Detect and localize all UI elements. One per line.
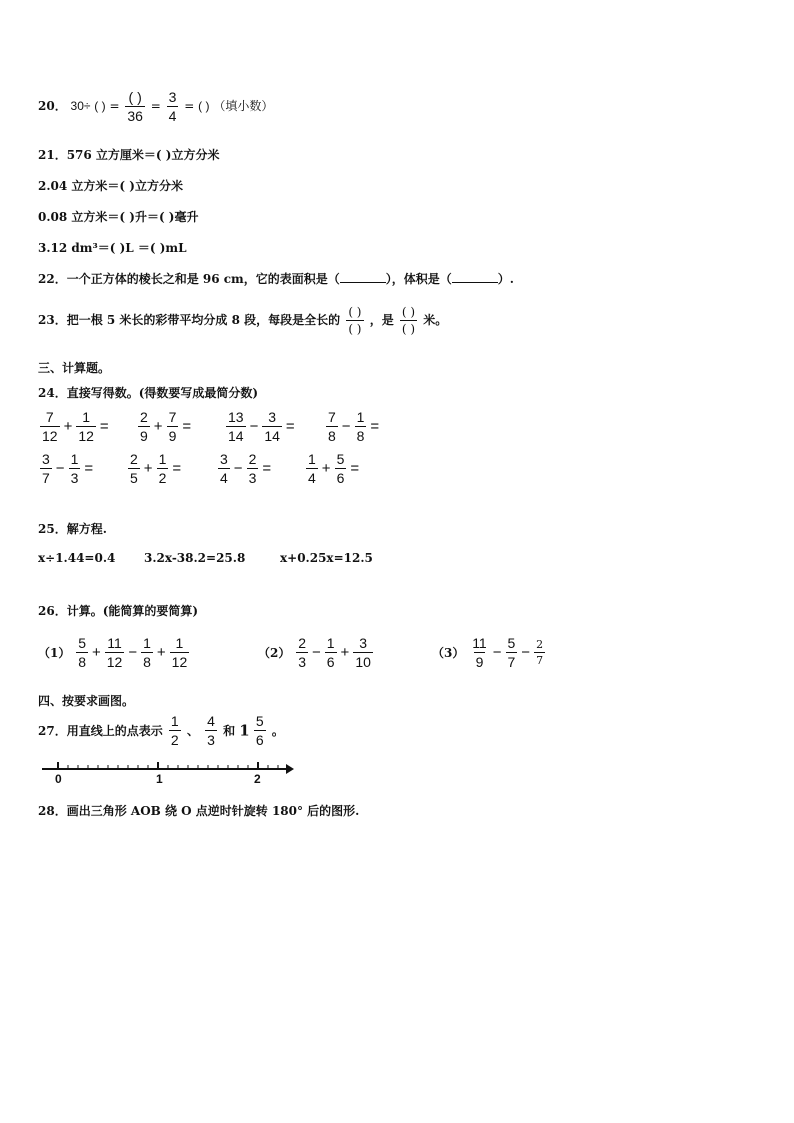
q24-expression-2-2 xyxy=(126,452,183,485)
q24-frac-a-numerator: 1 xyxy=(308,451,316,467)
q24-frac-a-denominator: 9 xyxy=(140,428,148,444)
q24-frac-b-denominator: 9 xyxy=(168,428,177,444)
equals-sign: = xyxy=(350,460,360,477)
q21-line-1: 21．576 立方厘米＝( )立方分米 xyxy=(38,148,220,162)
q24-frac-b xyxy=(76,410,96,443)
q20-f2-denominator: 4 xyxy=(168,108,177,124)
minus-sign: − xyxy=(521,644,531,661)
q24-expression-1-2 xyxy=(136,410,193,443)
q23-text-a: 23．把一根 5 米长的彩带平均分成 8 段，每段是全长的 xyxy=(38,313,341,327)
q24-frac-a-denominator: 7 xyxy=(42,470,50,486)
q24-frac-a-denominator: 8 xyxy=(328,428,336,444)
q20-f1-numerator: ( ) xyxy=(128,89,142,105)
number-line-label-1: 1 xyxy=(156,772,163,786)
q23-f1-numerator: ( ) xyxy=(348,305,362,319)
q24-frac-b-denominator: 12 xyxy=(78,428,94,444)
q24-frac-a xyxy=(326,410,338,443)
q21-line-4: 3.12 dm³＝( )L ＝( )mL xyxy=(38,241,187,255)
question-20 xyxy=(38,90,273,123)
plus-sign: + xyxy=(91,644,101,661)
q24-frac-b xyxy=(157,452,169,485)
q24-frac-b-numerator: 5 xyxy=(336,451,345,467)
q26-2-frac-a: $\frac{2}{3}$ xyxy=(298,635,306,670)
q27-end: 。 xyxy=(271,724,284,738)
q24-expression-1-4 xyxy=(324,410,381,443)
q24-frac-b-denominator: 8 xyxy=(356,428,365,444)
q26-2-frac-c: $\frac{3}{10}$ xyxy=(355,635,371,670)
q24-frac-a xyxy=(218,452,230,485)
minus-sign: − xyxy=(128,644,138,661)
q26-2-frac-b: $\frac{1}{6}$ xyxy=(326,635,335,670)
q20-fraction-1 xyxy=(125,90,145,123)
q24-expression-1-3 xyxy=(224,410,297,443)
q26-label-1: （1） xyxy=(38,646,71,660)
q20-blank: ( ) xyxy=(94,99,106,113)
number-line-label-2: 2 xyxy=(254,772,261,786)
question-28: 28．画出三角形 AOB 绕 O 点逆时针旋转 180° 后的图形. xyxy=(38,804,360,818)
q23-fraction-2 xyxy=(400,306,417,335)
q24-expression-2-3 xyxy=(216,452,273,485)
q24-frac-a-numerator: 3 xyxy=(42,451,50,467)
q26-3-frac-a: $\frac{11}{9}$ xyxy=(472,635,487,670)
q24-frac-b-numerator: 2 xyxy=(248,451,257,467)
equals-sign: = xyxy=(262,460,272,477)
q20-hint: （填小数） xyxy=(213,99,274,113)
plus-sign: + xyxy=(153,418,163,435)
plus-sign: + xyxy=(321,460,331,477)
q24-frac-a xyxy=(40,410,60,443)
q20-fraction-2 xyxy=(167,90,179,123)
q24-frac-b-numerator: 3 xyxy=(268,409,277,425)
number-line-arrow-icon xyxy=(286,764,294,774)
plus-sign: + xyxy=(340,644,350,661)
q20-equals-3: = xyxy=(184,99,195,113)
q24-frac-b xyxy=(262,410,282,443)
q27-fraction-1: $\frac{1}{2}$ xyxy=(170,713,179,748)
q20-number: 20． xyxy=(38,99,67,113)
q27-text: 27．用直线上的点表示 xyxy=(38,724,163,738)
q24-frac-b xyxy=(167,410,179,443)
number-line-svg xyxy=(40,758,300,788)
q26-1-frac-d: $\frac{1}{12}$ xyxy=(171,635,188,670)
q26-label-3: （3） xyxy=(432,646,465,660)
q22-blank-2 xyxy=(452,272,498,283)
minus-sign: − xyxy=(341,418,351,435)
q26-3-frac-b: $\frac{5}{7}$ xyxy=(507,635,516,670)
q26-1-frac-c: $\frac{1}{8}$ xyxy=(143,635,151,670)
q24-frac-a xyxy=(40,452,52,485)
question-22 xyxy=(38,270,514,287)
q24-frac-b xyxy=(355,410,367,443)
q24-frac-a-numerator: 7 xyxy=(328,409,336,425)
q24-frac-b-denominator: 3 xyxy=(70,470,79,486)
q24-frac-b xyxy=(335,452,347,485)
plus-sign: + xyxy=(143,460,153,477)
q20-f2-numerator: 3 xyxy=(168,89,177,105)
equals-sign: = xyxy=(285,418,295,435)
section-3-heading: 三、计算题。 xyxy=(38,361,111,375)
q27-and: 和 xyxy=(223,724,236,738)
q24-frac-b-numerator: 1 xyxy=(82,409,91,425)
minus-sign: − xyxy=(233,460,243,477)
q24-frac-b-numerator: 1 xyxy=(70,451,79,467)
q24-frac-b-numerator: 7 xyxy=(168,409,177,425)
q25-equation-1: x÷1.44=0.4 xyxy=(38,551,116,565)
question-23 xyxy=(38,306,447,335)
q24-frac-a-numerator: 7 xyxy=(45,409,54,425)
q22-text-a: 22．一个正方体的棱长之和是 96 cm，它的表面积是（ xyxy=(38,272,340,286)
q26-expression-2 xyxy=(258,636,375,669)
q24-frac-a xyxy=(226,410,246,443)
q21-line-3: 0.08 立方米＝( )升＝( )毫升 xyxy=(38,210,199,224)
q24-frac-a-denominator: 4 xyxy=(308,470,316,486)
q24-frac-a-numerator: 3 xyxy=(220,451,228,467)
q24-frac-a-numerator: 2 xyxy=(130,451,138,467)
q26-1-frac-a: $\frac{5}{8}$ xyxy=(78,635,86,670)
q26-expression-3 xyxy=(432,636,547,669)
q24-frac-a-numerator: 2 xyxy=(140,409,148,425)
q24-frac-b-numerator: 1 xyxy=(158,451,167,467)
minus-sign: − xyxy=(55,460,65,477)
minus-sign: − xyxy=(492,644,502,661)
q20-equals-2: = xyxy=(150,99,161,113)
q24-frac-a-denominator: 12 xyxy=(42,428,58,444)
q22-text-c: ）. xyxy=(497,272,514,286)
q24-row-2 xyxy=(38,452,738,492)
q24-expression-2-1 xyxy=(38,452,95,485)
q20-f1-denominator: 36 xyxy=(127,108,143,124)
q26-title: 26．计算。(能简算的要简算) xyxy=(38,604,199,618)
q26-label-2: （2） xyxy=(258,646,291,660)
q23-f2-numerator: ( ) xyxy=(401,305,416,319)
question-27 xyxy=(38,714,284,747)
minus-sign: − xyxy=(249,418,259,435)
q22-blank-1 xyxy=(340,272,386,283)
plus-sign: + xyxy=(63,418,73,435)
section-4-heading: 四、按要求画图。 xyxy=(38,694,135,708)
q24-frac-a-numerator: 13 xyxy=(228,409,244,425)
q24-frac-b xyxy=(69,452,81,485)
q24-frac-a-denominator: 14 xyxy=(228,428,244,444)
equals-sign: = xyxy=(84,460,94,477)
q24-frac-b-denominator: 3 xyxy=(248,470,257,486)
q22-text-b: ），体积是（ xyxy=(385,272,452,286)
q23-f2-denominator: ( ) xyxy=(401,322,416,336)
q27-fraction-3: $\frac{5}{6}$ xyxy=(255,713,264,748)
q25-title: 25．解方程. xyxy=(38,522,107,536)
q27-fraction-2: $\frac{4}{3}$ xyxy=(207,713,215,748)
q24-frac-a-denominator: 4 xyxy=(220,470,228,486)
q24-frac-b-denominator: 6 xyxy=(336,470,345,486)
q26-expression-1 xyxy=(38,636,191,669)
q24-frac-b-denominator: 14 xyxy=(264,428,280,444)
equals-sign: = xyxy=(182,418,192,435)
plus-sign: + xyxy=(156,644,166,661)
q24-frac-a xyxy=(306,452,318,485)
q24-frac-a xyxy=(138,410,150,443)
q27-separator: 、 xyxy=(186,724,199,738)
q27-whole-part: 1 xyxy=(239,721,250,740)
q26-3-frac-c: $\frac{2}{7}$ xyxy=(536,638,544,667)
q24-title: 24．直接写得数。(得数要写成最简分数) xyxy=(38,386,259,400)
minus-sign: − xyxy=(311,644,321,661)
number-line-label-0: 0 xyxy=(55,772,62,786)
q24-frac-a-denominator: 5 xyxy=(130,470,138,486)
q20-equals-1: = xyxy=(109,99,120,113)
q23-text-mid: ，是 xyxy=(369,313,394,327)
q24-row-1 xyxy=(38,410,738,450)
q24-expression-2-4 xyxy=(304,452,361,485)
q24-frac-b-numerator: 1 xyxy=(356,409,365,425)
q26-1-frac-b: $\frac{11}{12}$ xyxy=(106,635,123,670)
q25-equation-2: 3.2x-38.2=25.8 xyxy=(144,551,246,565)
q20-dividend: 30÷ xyxy=(70,99,91,113)
q25-equation-3: x+0.25x=12.5 xyxy=(280,551,373,565)
equals-sign: = xyxy=(172,460,182,477)
number-line xyxy=(40,758,300,788)
q24-frac-b-denominator: 2 xyxy=(158,470,167,486)
q23-fraction-1 xyxy=(346,306,363,335)
q24-frac-b xyxy=(247,452,259,485)
q20-blank-2: ( ) xyxy=(198,99,210,113)
q23-text-tail: 米。 xyxy=(423,313,448,327)
q24-expression-1-1 xyxy=(38,410,111,443)
equals-sign: = xyxy=(99,418,109,435)
q24-frac-a xyxy=(128,452,140,485)
q21-line-2: 2.04 立方米＝( )立方分米 xyxy=(38,179,183,193)
q23-f1-denominator: ( ) xyxy=(348,322,362,336)
equals-sign: = xyxy=(370,418,380,435)
